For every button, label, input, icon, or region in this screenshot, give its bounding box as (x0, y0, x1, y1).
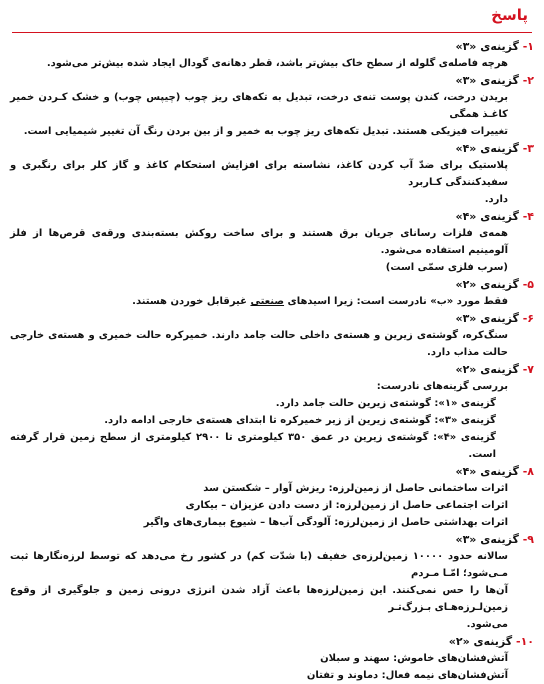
explanation-line: تغییرات فیزیکی هستند. تبدیل تکه‌های ریز چوب به خمیر و از بین بردن رنگ آن تغییر شیمیایی است. (23, 126, 508, 137)
answer-item-4 (10, 208, 534, 276)
answer-number: ۲- (522, 74, 534, 87)
explanation-line: دارد. (484, 194, 508, 205)
explanation-line (10, 293, 508, 310)
answer-heading (10, 633, 534, 650)
answer-heading (10, 531, 534, 548)
answer-item-10 (10, 633, 534, 684)
answer-list (10, 38, 534, 684)
answer-choice: گزینه‌ی «۳» (455, 40, 519, 53)
explanation-line: هرچه فاصله‌ی گلوله از سطح خاک بیش‌تر باشد، قطر دهانه‌ی گودال ایجاد شده بیش‌تر می‌شود. (46, 58, 508, 69)
explanation-line: آتش‌فشان‌های نیمه فعال: دماوند و تفتان (306, 670, 508, 681)
answer-explanation (10, 480, 534, 531)
answer-item-3 (10, 140, 534, 208)
answer-heading (10, 361, 534, 378)
explanation-line: اثرات بهداشتی حاصل از زمین‌لرزه: آلودگی آب‌ها – شیوع بیماری‌های واگیر (143, 517, 508, 528)
answer-explanation (10, 650, 534, 684)
answer-heading (10, 208, 534, 225)
answer-heading (10, 38, 534, 55)
explanation-line: بریدن درخت، کندن پوست تنه‌ی درخت، تبدیل به تکه‌های ریز چوب (چیپس چوب) و خشک کـردن خمیر کاغـذ همگی (10, 92, 508, 120)
answer-item-1 (10, 38, 534, 72)
answer-item-8 (10, 463, 534, 531)
answer-item-9 (10, 531, 534, 633)
explanation-line: همه‌ی فلزات رسانای جریان برق هستند و برای ساخت روکش بسته‌بندی ورقه‌ی قرص‌ها از فلز آلومینیم استفاده می‌شود. (10, 228, 508, 256)
answer-choice: گزینه‌ی «۳» (455, 533, 519, 546)
sub-point: گزینه‌ی «۳»: گوشته‌ی زیرین از زیر خمیرکره تا ابتدای هسته‌ی خارجی ادامه دارد. (104, 415, 496, 426)
answer-item-6 (10, 310, 534, 361)
sub-point: گزینه‌ی «۴»: گوشته‌ی زیرین در عمق ۳۵۰ کیلومتری تا ۲۹۰۰ کیلومتری از سطح زمین قرار گرفته است. (10, 432, 496, 460)
answer-choice: گزینه‌ی «۲» (455, 278, 519, 291)
answer-explanation (10, 157, 534, 208)
answer-explanation (10, 89, 534, 140)
answer-explanation (10, 327, 534, 361)
answer-number: ۸- (522, 465, 534, 478)
answer-item-7 (10, 361, 534, 463)
answer-number: ۹- (522, 533, 534, 546)
answer-heading (10, 140, 534, 157)
answer-number: ۶- (522, 312, 534, 325)
answer-number: ۱۰- (515, 635, 534, 648)
answer-number: ۷- (522, 363, 534, 376)
answer-number: ۳- (522, 142, 534, 155)
explanation-line: اثرات اجتماعی حاصل از زمین‌لرزه: از دست دادن عزیزان – بیکاری (185, 500, 508, 511)
answer-choice: گزینه‌ی «۳» (455, 74, 519, 87)
answer-choice: گزینه‌ی «۳» (455, 312, 519, 325)
answer-number: ۴- (522, 210, 534, 223)
answer-choice: گزینه‌ی «۴» (455, 465, 519, 478)
answer-heading (10, 463, 534, 480)
page-title: پاسخ (491, 6, 528, 24)
explanation-text: غیرقابل خوردن هستند. (132, 296, 251, 307)
answer-heading (10, 72, 534, 89)
explanation-line: آن‌ها را حس نمی‌کنند. این زمین‌لرزه‌ها باعث آزاد شدن انرژی درونی زمین و جلوگیری از وقوع زمین‌لـرزه‌هـای بـزرگ‌تـر (10, 585, 508, 613)
explanation-line: سنگ‌کره، گوشته‌ی زیرین و هسته‌ی داخلی حالت جامد دارند. خمیرکره حالت خمیری و هسته‌ی خارجی حالت مذاب دارد. (10, 330, 508, 358)
answer-choice: گزینه‌ی «۲» (448, 635, 513, 648)
explanation-line: سالانه حدود ۱۰۰۰۰ زمین‌لرزه‌ی خفیف (با شدّت کم) در کشور رخ می‌دهد که توسط لرزه‌نگارها ثبت مـی‌شود؛ امّـا مـردم (10, 551, 508, 579)
underlined-word: صنعتی (250, 296, 285, 307)
answer-explanation (10, 378, 534, 463)
answer-explanation (10, 225, 534, 276)
answer-number: ۵- (522, 278, 534, 291)
answer-heading (10, 310, 534, 327)
explanation-line: پلاستیک برای ضدّ آب کردن کاغذ، نشاسته برای افزایش استحکام کاغذ و گاز کلر برای رنگبری و سفیدکنندگی کـاربرد (10, 160, 508, 188)
explanation-text: فقط مورد «ب» نادرست است: زیرا اسیدهای (284, 296, 508, 307)
title-divider (12, 32, 532, 33)
answer-explanation (10, 293, 534, 310)
explanation-line: می‌شود. (466, 619, 508, 630)
answer-choice: گزینه‌ی «۴» (455, 142, 519, 155)
sub-point: گزینه‌ی «۱»: گوشته‌ی زیرین حالت جامد دارد. (275, 398, 496, 409)
answer-heading (10, 276, 534, 293)
answer-item-2 (10, 72, 534, 140)
explanation-line: بررسی گزینه‌های نادرست: (376, 381, 508, 392)
answer-choice: گزینه‌ی «۴» (455, 210, 519, 223)
explanation-line: اثرات ساختمانی حاصل از زمین‌لرزه: ریزش آوار – شکستن سد (203, 483, 508, 494)
answer-explanation (10, 55, 534, 72)
answer-explanation (10, 548, 534, 633)
explanation-line: (سرب فلزی سمّی است) (385, 262, 508, 273)
answer-number: ۱- (522, 40, 534, 53)
answer-item-5 (10, 276, 534, 310)
answer-choice: گزینه‌ی «۲» (455, 363, 519, 376)
explanation-line: آتش‌فشان‌های خاموش: سهند و سبلان (320, 653, 508, 664)
